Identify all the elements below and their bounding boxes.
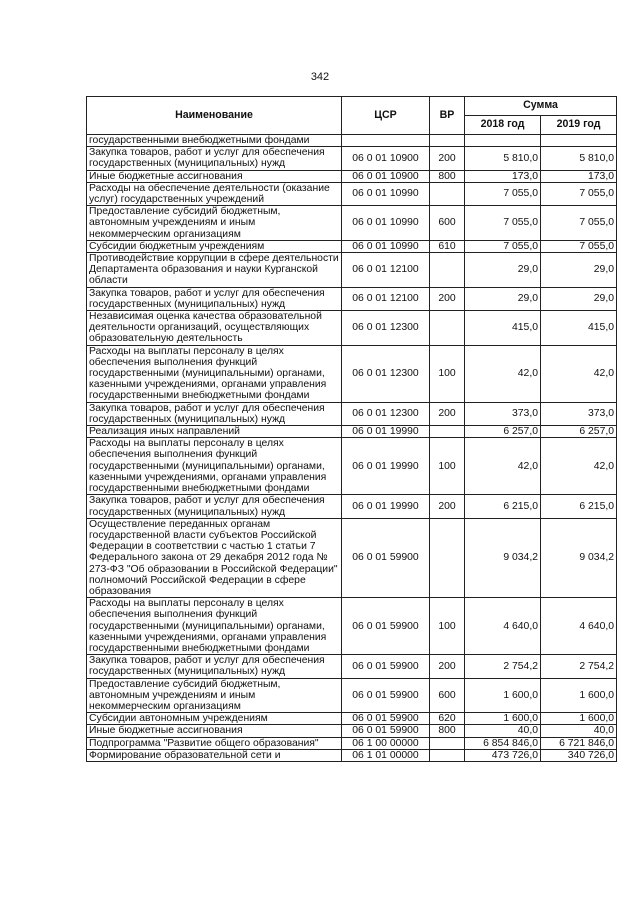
row-vr-cell: 600 xyxy=(430,678,465,713)
row-csr-cell: 06 0 01 59900 xyxy=(342,725,430,737)
row-name-cell: Расходы на выплаты персоналу в целях обеспечения выполнения функций государственными (муниципальными) органами, казенными учреждениями, органами управления государственными внебюджетными фондами xyxy=(87,598,342,655)
row-sum-2018-cell: 4 640,0 xyxy=(465,598,541,655)
row-sum-2018-cell: 2 754,2 xyxy=(465,655,541,678)
row-vr-cell: 620 xyxy=(430,713,465,725)
table-row xyxy=(87,737,617,749)
row-sum-2018-cell: 7 055,0 xyxy=(465,182,541,205)
row-sum-2018-cell: 6 854 846,0 xyxy=(465,737,541,749)
row-vr-cell xyxy=(430,749,465,761)
row-sum-2019-cell: 42,0 xyxy=(541,438,617,495)
row-vr-cell: 200 xyxy=(430,147,465,170)
table-row xyxy=(87,655,617,678)
row-sum-2019-cell: 373,0 xyxy=(541,402,617,425)
row-csr-cell: 06 0 01 19990 xyxy=(342,426,430,438)
row-sum-2019-cell: 5 810,0 xyxy=(541,147,617,170)
header-year-2018: 2018 год xyxy=(465,116,541,135)
row-sum-2018-cell: 6 257,0 xyxy=(465,426,541,438)
row-csr-cell xyxy=(342,135,430,147)
row-name-cell: Закупка товаров, работ и услуг для обеспечения государственных (муниципальных) нужд xyxy=(87,655,342,678)
row-sum-2019-cell: 173,0 xyxy=(541,170,617,182)
row-sum-2019-cell xyxy=(541,135,617,147)
row-sum-2018-cell: 1 600,0 xyxy=(465,713,541,725)
row-sum-2019-cell: 6 257,0 xyxy=(541,426,617,438)
table-row xyxy=(87,495,617,518)
row-sum-2019-cell: 2 754,2 xyxy=(541,655,617,678)
row-name-cell: Закупка товаров, работ и услуг для обеспечения государственных (муниципальных) нужд xyxy=(87,495,342,518)
row-vr-cell: 200 xyxy=(430,287,465,310)
row-sum-2019-cell: 42,0 xyxy=(541,345,617,402)
row-sum-2018-cell: 42,0 xyxy=(465,438,541,495)
row-vr-cell: 200 xyxy=(430,655,465,678)
table-row xyxy=(87,206,617,241)
row-sum-2019-cell: 7 055,0 xyxy=(541,206,617,241)
row-sum-2019-cell: 29,0 xyxy=(541,287,617,310)
row-sum-2019-cell: 340 726,0 xyxy=(541,749,617,761)
row-sum-2018-cell: 29,0 xyxy=(465,287,541,310)
table-row xyxy=(87,287,617,310)
table-row xyxy=(87,345,617,402)
row-sum-2018-cell: 1 600,0 xyxy=(465,678,541,713)
row-sum-2019-cell: 7 055,0 xyxy=(541,240,617,252)
row-csr-cell: 06 0 01 12300 xyxy=(342,345,430,402)
header-year-2019: 2019 год xyxy=(541,116,617,135)
row-vr-cell xyxy=(430,182,465,205)
row-sum-2018-cell: 173,0 xyxy=(465,170,541,182)
table-row xyxy=(87,749,617,761)
row-csr-cell: 06 0 01 12300 xyxy=(342,402,430,425)
row-vr-cell xyxy=(430,426,465,438)
row-sum-2018-cell: 29,0 xyxy=(465,253,541,288)
table-row xyxy=(87,311,617,346)
row-name-cell: Расходы на обеспечение деятельности (оказание услуг) государственных учреждений xyxy=(87,182,342,205)
row-vr-cell xyxy=(430,135,465,147)
row-name-cell: Иные бюджетные ассигнования xyxy=(87,170,342,182)
row-vr-cell: 100 xyxy=(430,438,465,495)
row-vr-cell: 610 xyxy=(430,240,465,252)
row-csr-cell: 06 1 01 00000 xyxy=(342,749,430,761)
table-row xyxy=(87,253,617,288)
row-sum-2018-cell xyxy=(465,135,541,147)
row-csr-cell: 06 0 01 59900 xyxy=(342,518,430,597)
row-vr-cell: 200 xyxy=(430,402,465,425)
table-row xyxy=(87,135,617,147)
header-vr: ВР xyxy=(430,97,465,135)
row-vr-cell: 100 xyxy=(430,598,465,655)
table-row xyxy=(87,170,617,182)
row-name-cell: Реализация иных направлений xyxy=(87,426,342,438)
row-csr-cell: 06 0 01 10990 xyxy=(342,206,430,241)
row-sum-2018-cell: 6 215,0 xyxy=(465,495,541,518)
table-body xyxy=(87,135,617,762)
row-vr-cell: 600 xyxy=(430,206,465,241)
row-sum-2019-cell: 6 215,0 xyxy=(541,495,617,518)
row-name-cell: Предоставление субсидий бюджетным, автономным учреждениям и иным некоммерческим организациям xyxy=(87,206,342,241)
header-sum: Сумма xyxy=(465,97,617,116)
row-sum-2019-cell: 1 600,0 xyxy=(541,713,617,725)
row-sum-2019-cell: 415,0 xyxy=(541,311,617,346)
row-csr-cell: 06 0 01 10900 xyxy=(342,147,430,170)
row-name-cell: Осуществление переданных органам государственной власти субъектов Российской Федерации в соответствии с частью 1 статьи 7 Федерального закона от 29 декабря 2012 года № 273-ФЗ "Об образовании в Российской Федерации" полномочий Российской Федерации в сфере образования xyxy=(87,518,342,597)
row-name-cell: Расходы на выплаты персоналу в целях обеспечения выполнения функций государственными (муниципальными) органами, казенными учреждениями, органами управления государственными внебюджетными фондами xyxy=(87,438,342,495)
row-name-cell: Противодействие коррупции в сфере деятельности Департамента образования и науки Курганской области xyxy=(87,253,342,288)
row-name-cell: Закупка товаров, работ и услуг для обеспечения государственных (муниципальных) нужд xyxy=(87,287,342,310)
row-name-cell: Формирование образовательной сети и xyxy=(87,749,342,761)
table-row xyxy=(87,678,617,713)
row-csr-cell: 06 0 01 19990 xyxy=(342,438,430,495)
row-vr-cell xyxy=(430,518,465,597)
row-vr-cell xyxy=(430,311,465,346)
table-row xyxy=(87,598,617,655)
table-row xyxy=(87,402,617,425)
row-sum-2019-cell: 6 721 846,0 xyxy=(541,737,617,749)
row-name-cell: Иные бюджетные ассигнования xyxy=(87,725,342,737)
row-sum-2019-cell: 1 600,0 xyxy=(541,678,617,713)
row-sum-2019-cell: 9 034,2 xyxy=(541,518,617,597)
row-sum-2018-cell: 415,0 xyxy=(465,311,541,346)
table-row xyxy=(87,713,617,725)
budget-table xyxy=(86,96,617,762)
row-csr-cell: 06 0 01 10990 xyxy=(342,240,430,252)
row-name-cell: Закупка товаров, работ и услуг для обеспечения государственных (муниципальных) нужд xyxy=(87,402,342,425)
page-number: 342 xyxy=(310,71,330,83)
row-name-cell: государственными внебюджетными фондами xyxy=(87,135,342,147)
table-row xyxy=(87,518,617,597)
row-sum-2018-cell: 9 034,2 xyxy=(465,518,541,597)
row-sum-2018-cell: 42,0 xyxy=(465,345,541,402)
row-sum-2019-cell: 4 640,0 xyxy=(541,598,617,655)
row-sum-2018-cell: 373,0 xyxy=(465,402,541,425)
row-sum-2018-cell: 5 810,0 xyxy=(465,147,541,170)
row-name-cell: Независимая оценка качества образовательной деятельности организаций, осуществляющих образовательную деятельность xyxy=(87,311,342,346)
row-sum-2018-cell: 7 055,0 xyxy=(465,206,541,241)
row-sum-2018-cell: 40,0 xyxy=(465,725,541,737)
row-csr-cell: 06 0 01 12100 xyxy=(342,287,430,310)
row-vr-cell: 200 xyxy=(430,495,465,518)
table-row xyxy=(87,438,617,495)
header-csr: ЦСР xyxy=(342,97,430,135)
row-sum-2019-cell: 7 055,0 xyxy=(541,182,617,205)
row-sum-2019-cell: 40,0 xyxy=(541,725,617,737)
row-vr-cell: 800 xyxy=(430,725,465,737)
row-name-cell: Предоставление субсидий бюджетным, автономным учреждениям и иным некоммерческим организациям xyxy=(87,678,342,713)
row-sum-2018-cell: 473 726,0 xyxy=(465,749,541,761)
table-row xyxy=(87,725,617,737)
row-csr-cell: 06 0 01 12300 xyxy=(342,311,430,346)
row-sum-2018-cell: 7 055,0 xyxy=(465,240,541,252)
table-row xyxy=(87,147,617,170)
row-sum-2019-cell: 29,0 xyxy=(541,253,617,288)
row-vr-cell xyxy=(430,737,465,749)
row-csr-cell: 06 1 00 00000 xyxy=(342,737,430,749)
header-name: Наименование xyxy=(87,97,342,135)
row-csr-cell: 06 0 01 59900 xyxy=(342,678,430,713)
row-vr-cell: 100 xyxy=(430,345,465,402)
row-csr-cell: 06 0 01 10990 xyxy=(342,182,430,205)
table-row xyxy=(87,426,617,438)
row-csr-cell: 06 0 01 10900 xyxy=(342,170,430,182)
row-name-cell: Подпрограмма "Развитие общего образования" xyxy=(87,737,342,749)
row-name-cell: Расходы на выплаты персоналу в целях обеспечения выполнения функций государственными (муниципальными) органами, казенными учреждениями, органами управления государственными внебюджетными фондами xyxy=(87,345,342,402)
row-csr-cell: 06 0 01 59900 xyxy=(342,598,430,655)
row-name-cell: Субсидии автономным учреждениям xyxy=(87,713,342,725)
row-csr-cell: 06 0 01 59900 xyxy=(342,655,430,678)
row-name-cell: Закупка товаров, работ и услуг для обеспечения государственных (муниципальных) нужд xyxy=(87,147,342,170)
row-csr-cell: 06 0 01 19990 xyxy=(342,495,430,518)
row-name-cell: Субсидии бюджетным учреждениям xyxy=(87,240,342,252)
table-row xyxy=(87,182,617,205)
row-vr-cell xyxy=(430,253,465,288)
row-csr-cell: 06 0 01 59900 xyxy=(342,713,430,725)
row-vr-cell: 800 xyxy=(430,170,465,182)
table-row xyxy=(87,240,617,252)
row-csr-cell: 06 0 01 12100 xyxy=(342,253,430,288)
